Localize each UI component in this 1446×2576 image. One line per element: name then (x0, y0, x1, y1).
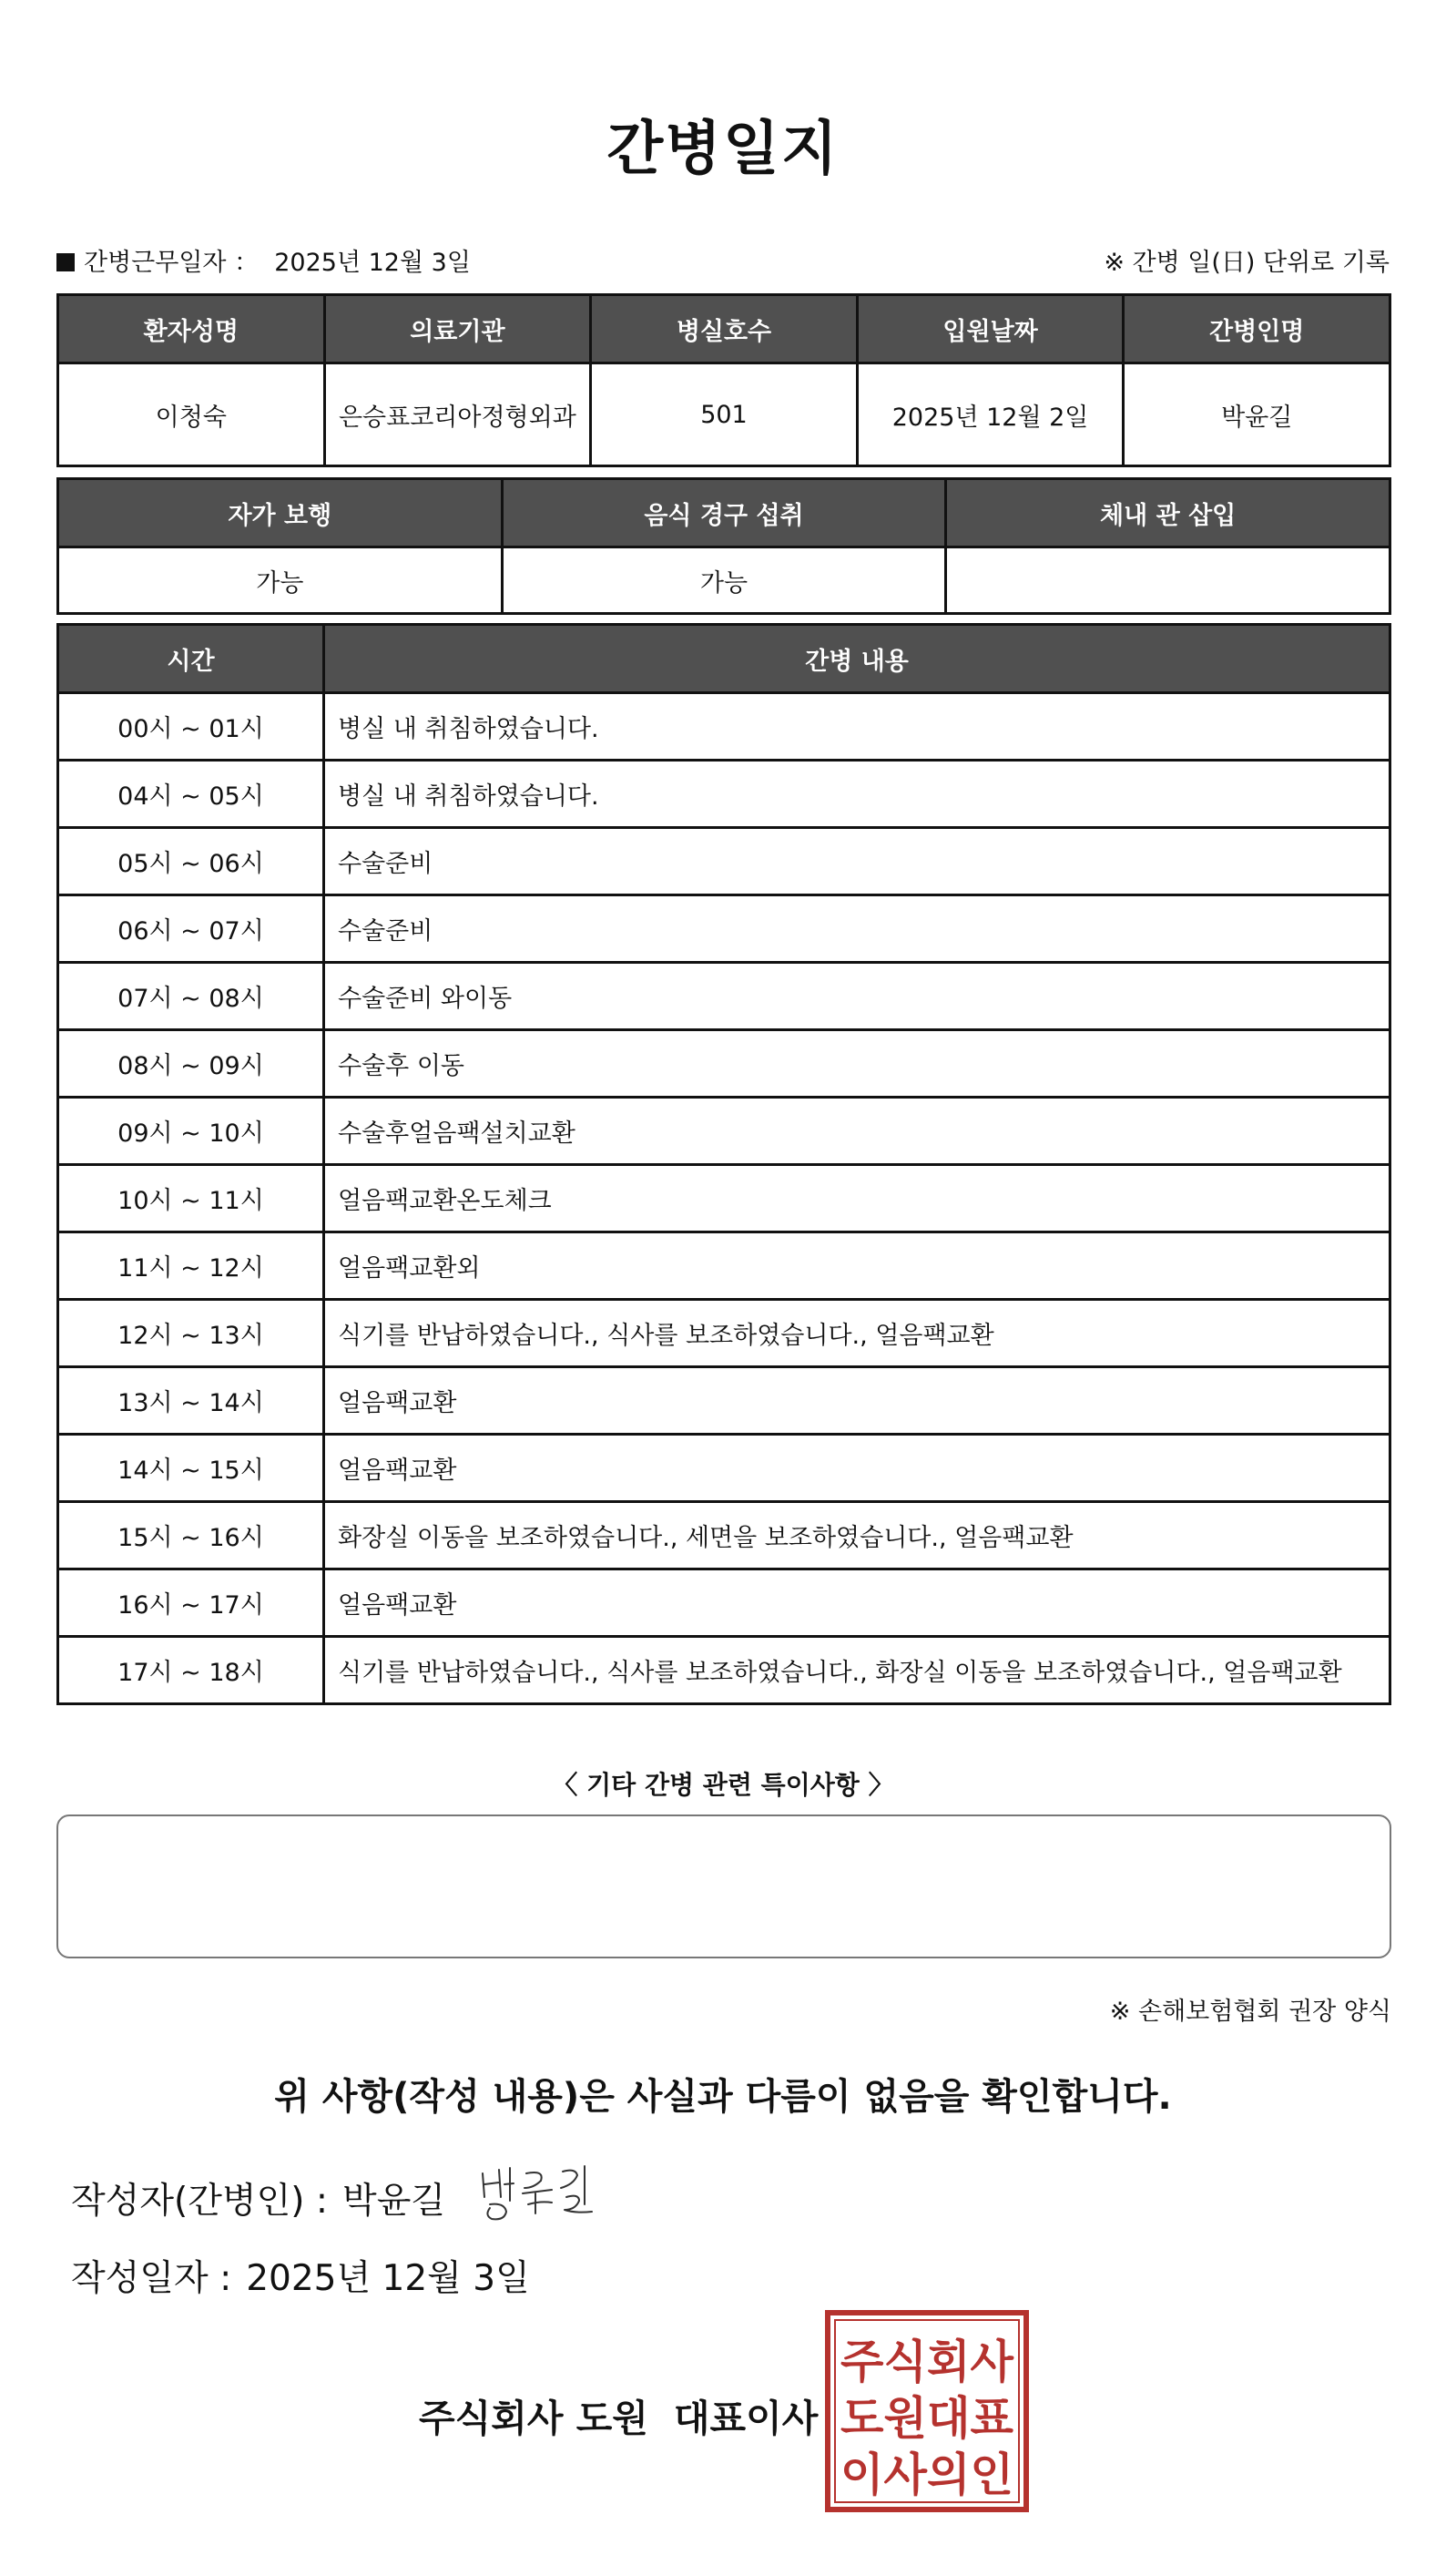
writer-name: 박윤길 (342, 2181, 446, 2222)
confirmation-statement: 위 사항(작성 내용)은 사실과 다름이 없음을 확인합니다. (274, 2076, 1172, 2118)
header-tube: 체내 관 삽입 (946, 479, 1390, 547)
care-log-row (58, 1502, 1390, 1569)
header-room: 병실호수 (591, 295, 858, 363)
care-log-row (58, 1030, 1390, 1098)
header-oral-intake: 음식 경구 섭취 (502, 479, 946, 547)
work-date (56, 242, 471, 278)
handwritten-signature (477, 2157, 623, 2230)
care-log-time: 07시 ~ 08시 (58, 963, 324, 1030)
condition-table (56, 477, 1391, 615)
care-log-row (58, 1300, 1390, 1367)
header-hospital: 의료기관 (324, 295, 591, 363)
admission-date: 2025년 12월 2일 (857, 363, 1124, 466)
header-care-content: 간병 내용 (324, 625, 1390, 693)
tube-value (946, 547, 1390, 614)
care-log-row (58, 1165, 1390, 1232)
care-log-content: 얼음팩교환 (324, 1569, 1390, 1637)
company-name: 주식회사 도원 (419, 2397, 648, 2440)
care-log-row (58, 963, 1390, 1030)
company-signature-line (419, 2388, 843, 2442)
care-log-content: 얼음팩교환외 (324, 1232, 1390, 1300)
care-log-time: 06시 ~ 07시 (58, 895, 324, 963)
company-role: 대표이사 (673, 2397, 819, 2440)
walking-value: 가능 (58, 547, 503, 614)
care-log-row (58, 1367, 1390, 1435)
care-log-time: 14시 ~ 15시 (58, 1435, 324, 1502)
oral-intake-value: 가능 (502, 547, 946, 614)
care-log-row (58, 1232, 1390, 1300)
care-log-row (58, 1435, 1390, 1502)
hospital-name: 은승표코리아정형외과 (324, 363, 591, 466)
care-log-time: 05시 ~ 06시 (58, 828, 324, 895)
patient-info-table (56, 293, 1391, 467)
header-admission-date: 입원날짜 (857, 295, 1124, 363)
remarks-title: 〈 기타 간병 관련 특이사항 〉 (552, 1770, 894, 1800)
work-date-label: 간병근무일자 ： (84, 249, 260, 277)
patient-name: 이청숙 (58, 363, 325, 466)
square-bullet-icon (56, 253, 75, 271)
unit-note: ※ 간병 일(日) 단위로 기록 (1104, 249, 1390, 277)
care-log-content: 얼음팩교환 (324, 1367, 1390, 1435)
svg-text:도원대표: 도원대표 (840, 2392, 1014, 2445)
work-date-value: 2025년 12월 3일 (274, 249, 471, 277)
care-log-row (58, 1569, 1390, 1637)
company-seal (825, 2310, 1029, 2512)
svg-text:이사의인: 이사의인 (840, 2448, 1013, 2501)
writer-line (71, 2172, 445, 2223)
written-date-line (71, 2250, 530, 2301)
care-log-content: 식기를 반납하였습니다., 식사를 보조하였습니다., 얼음팩교환 (324, 1300, 1390, 1367)
care-log-content: 병실 내 취침하였습니다. (324, 761, 1390, 828)
care-log-content: 수술후얼음팩설치교환 (324, 1098, 1390, 1165)
care-log-content: 얼음팩교환 (324, 1435, 1390, 1502)
care-log-content: 병실 내 취침하였습니다. (324, 693, 1390, 761)
care-log-row (58, 828, 1390, 895)
care-log-content: 수술준비 (324, 828, 1390, 895)
header-caregiver: 간병인명 (1124, 295, 1390, 363)
care-log-time: 00시 ~ 01시 (58, 693, 324, 761)
form-note: ※ 손해보험협회 권장 양식 (1109, 1998, 1391, 2026)
header-walking: 자가 보행 (58, 479, 503, 547)
care-log-row (58, 1637, 1390, 1704)
care-log-time: 11시 ~ 12시 (58, 1232, 324, 1300)
svg-text:주식회사: 주식회사 (840, 2336, 1014, 2388)
header-patient-name: 환자성명 (58, 295, 325, 363)
care-log-time: 04시 ~ 05시 (58, 761, 324, 828)
care-log-content: 수술준비 (324, 895, 1390, 963)
written-date-label: 작성일자 : (71, 2258, 232, 2299)
care-log-time: 08시 ~ 09시 (58, 1030, 324, 1098)
care-log-row (58, 693, 1390, 761)
care-log-time: 17시 ~ 18시 (58, 1637, 324, 1704)
care-log-table (56, 623, 1391, 1705)
header-time: 시간 (58, 625, 324, 693)
care-log-content: 화장실 이동을 보조하였습니다., 세면을 보조하였습니다., 얼음팩교환 (324, 1502, 1390, 1569)
care-log-time: 13시 ~ 14시 (58, 1367, 324, 1435)
caregiver-name: 박윤길 (1124, 363, 1390, 466)
care-log-content: 얼음팩교환온도체크 (324, 1165, 1390, 1232)
written-date-value: 2025년 12월 3일 (246, 2258, 530, 2299)
writer-label: 작성자(간병인) : (71, 2181, 329, 2222)
care-log-content: 수술준비 와이동 (324, 963, 1390, 1030)
room-number: 501 (591, 363, 858, 466)
care-log-row (58, 761, 1390, 828)
care-log-row (58, 1098, 1390, 1165)
care-log-time: 16시 ~ 17시 (58, 1569, 324, 1637)
care-log-time: 10시 ~ 11시 (58, 1165, 324, 1232)
care-log-time: 09시 ~ 10시 (58, 1098, 324, 1165)
care-log-time: 12시 ~ 13시 (58, 1300, 324, 1367)
care-log-content: 수술후 이동 (324, 1030, 1390, 1098)
care-log-time: 15시 ~ 16시 (58, 1502, 324, 1569)
remarks-box (56, 1814, 1391, 1958)
document-title: 간병일지 (606, 116, 840, 183)
care-log-row (58, 895, 1390, 963)
care-log-content: 식기를 반납하였습니다., 식사를 보조하였습니다., 화장실 이동을 보조하였습니다., 얼음팩교환 (324, 1637, 1390, 1704)
